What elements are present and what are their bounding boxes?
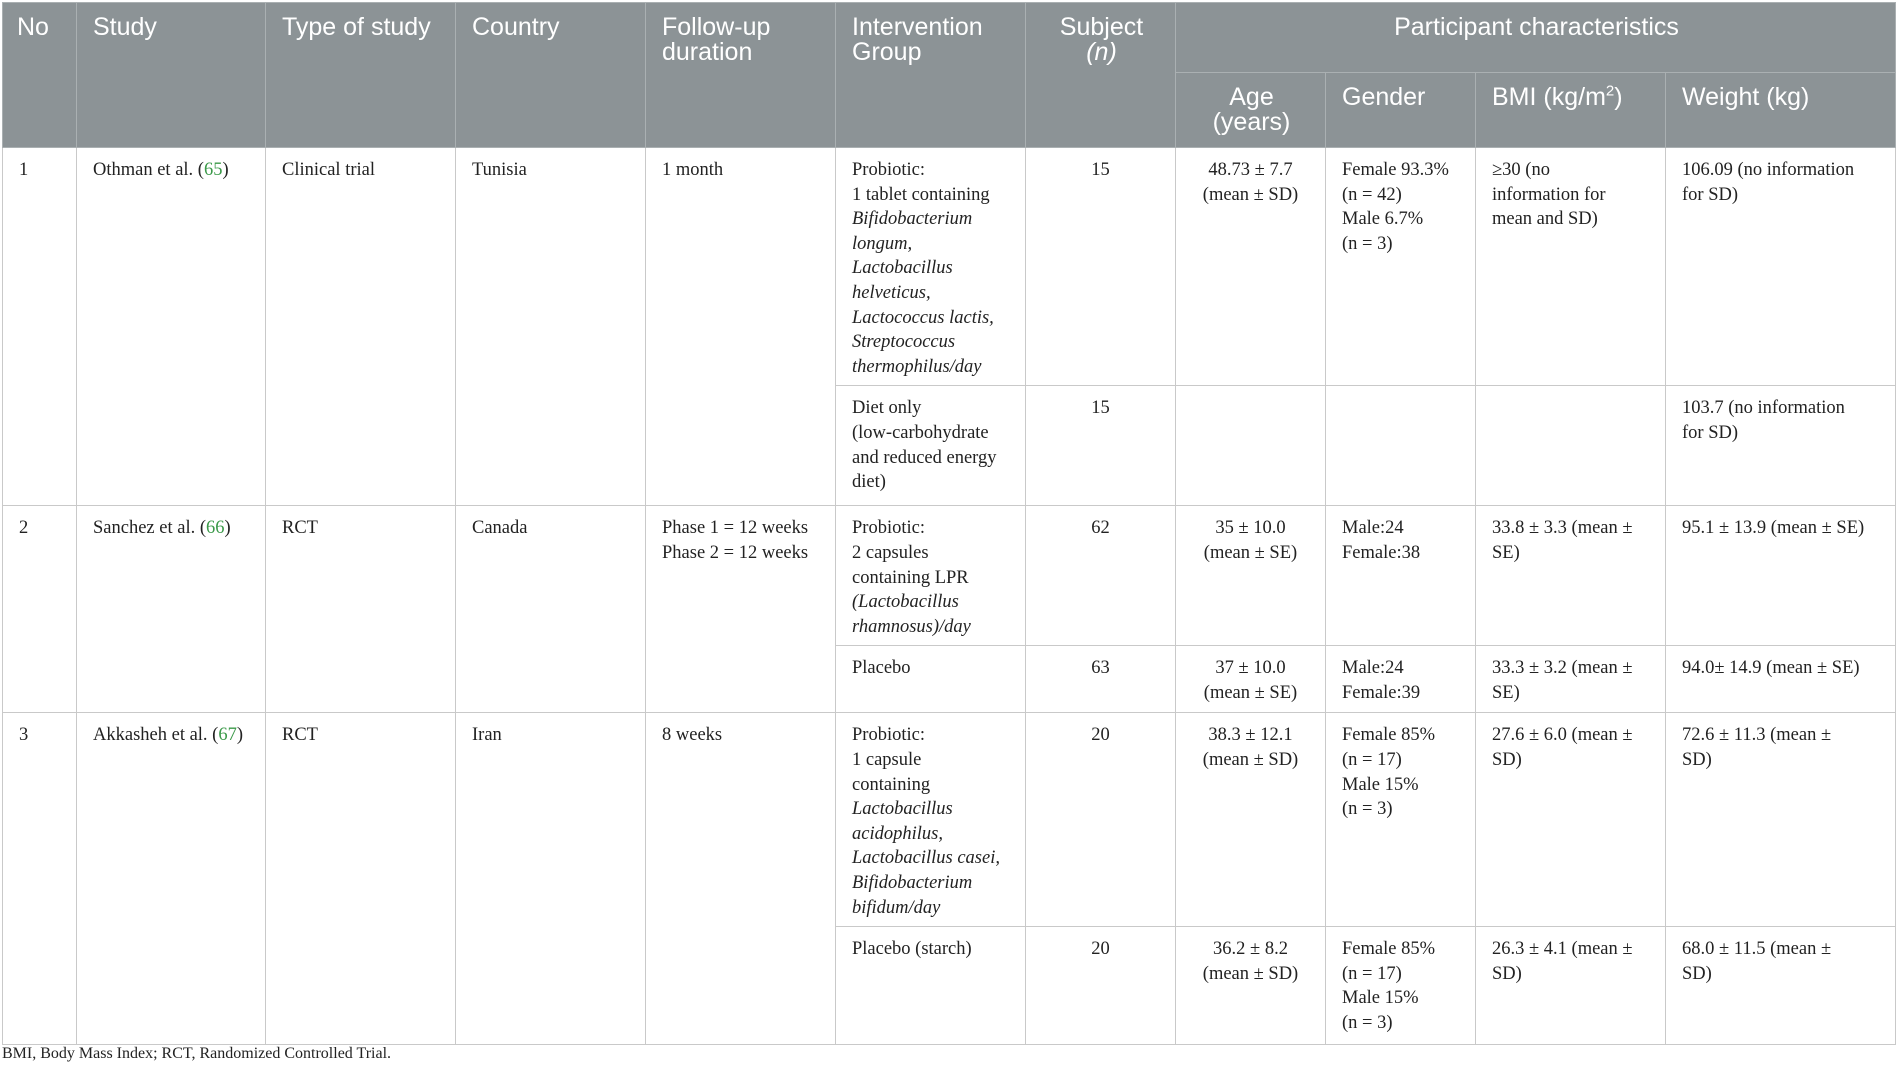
bmi-line: SD) <box>1492 749 1522 770</box>
intervention-line: Bifidobacterium <box>852 209 973 230</box>
citation-link[interactable]: 65 <box>203 160 223 180</box>
intervention-line: Diet only <box>852 398 922 419</box>
followup-line: Phase 2 = 12 weeks <box>662 542 809 563</box>
age-line: 38.3 ± 12.1 <box>1208 725 1293 746</box>
age-line: (mean ± SE) <box>1203 682 1298 703</box>
country: Canada <box>472 518 528 539</box>
intervention-line: (Lactobacillus <box>852 592 959 613</box>
subject-count: 15 <box>1091 160 1110 180</box>
subject-cell <box>1026 646 1176 713</box>
age-line: 35 ± 10.0 <box>1215 518 1286 539</box>
intervention-line: rhamnosus)/day <box>852 616 971 637</box>
weight-line: 103.7 (no information <box>1682 398 1845 419</box>
intervention-line: Lactobacillus <box>852 258 953 279</box>
subject-count: 20 <box>1091 725 1110 746</box>
study-cell <box>77 148 266 506</box>
header-gender: Gender <box>1326 73 1476 148</box>
intervention-cell <box>836 386 1026 506</box>
intervention-line: thermophilus/day <box>852 356 982 377</box>
intervention-line: Streptococcus <box>852 332 956 353</box>
followup-line: Phase 1 = 12 weeks <box>662 518 809 539</box>
bmi-line: ≥30 (no <box>1492 160 1550 180</box>
study-type: RCT <box>282 725 318 746</box>
table-container <box>2 2 1895 1045</box>
intervention-line: Lactobacillus casei, <box>852 848 1000 869</box>
subject-cell <box>1026 506 1176 646</box>
age-line: (mean ± SD) <box>1202 963 1299 984</box>
table-body <box>3 148 1896 1045</box>
country-cell <box>456 506 646 713</box>
subject-cell <box>1026 148 1176 386</box>
intervention-line: Probiotic: <box>852 725 925 746</box>
gender-line: Female:38 <box>1342 542 1421 563</box>
header-row-1 <box>3 3 1896 73</box>
table-row <box>3 506 1896 646</box>
age-cell <box>1176 646 1326 713</box>
intervention-line: 1 capsule <box>852 749 922 770</box>
table-row <box>3 148 1896 386</box>
row-number-text: 3 <box>19 725 29 746</box>
gender-line: Male:24 <box>1342 518 1404 539</box>
study-close: ) <box>224 518 231 539</box>
header-age: Age (years) <box>1176 73 1326 148</box>
followup-line: 1 month <box>662 160 724 180</box>
study-type-cell <box>266 506 456 713</box>
intervention-line: 2 capsules <box>852 542 929 563</box>
weight-cell <box>1666 148 1896 386</box>
study-type-cell <box>266 713 456 1045</box>
intervention-line: Probiotic: <box>852 518 925 539</box>
gender-cell <box>1326 713 1476 927</box>
header-intervention: Intervention Group <box>836 3 1026 148</box>
row-number <box>3 713 77 1045</box>
bmi-line: 27.6 ± 6.0 (mean ± <box>1492 725 1633 746</box>
followup-cell <box>646 506 836 713</box>
gender-cell <box>1326 386 1476 506</box>
subject-cell <box>1026 386 1176 506</box>
gender-line: (n = 17) <box>1342 963 1402 984</box>
bmi-line: 26.3 ± 4.1 (mean ± <box>1492 939 1633 960</box>
bmi-line: SE) <box>1492 682 1520 703</box>
weight-cell <box>1666 646 1896 713</box>
bmi-cell <box>1476 646 1666 713</box>
age-cell <box>1176 148 1326 386</box>
gender-cell <box>1326 646 1476 713</box>
intervention-cell <box>836 646 1026 713</box>
bmi-cell <box>1476 713 1666 927</box>
table-footnote: BMI, Body Mass Index; RCT, Randomized Controlled Trial. <box>2 1045 392 1062</box>
intervention-cell <box>836 927 1026 1045</box>
intervention-line: (low-carbohydrate <box>852 422 989 443</box>
age-line: 36.2 ± 8.2 <box>1213 939 1288 960</box>
intervention-cell <box>836 506 1026 646</box>
age-line: 48.73 ± 7.7 <box>1208 160 1293 180</box>
bmi-line: 33.3 ± 3.2 (mean ± <box>1492 658 1633 679</box>
country: Tunisia <box>472 160 527 180</box>
study-close: ) <box>236 725 244 746</box>
weight-line: 72.6 ± 11.3 (mean ± <box>1682 725 1832 746</box>
header-type: Type of study <box>266 3 456 148</box>
weight-line: 106.09 (no information <box>1682 160 1855 180</box>
gender-cell <box>1326 927 1476 1045</box>
subject-count: 62 <box>1091 518 1110 539</box>
intervention-line: Probiotic: <box>852 160 925 180</box>
followup-cell <box>646 713 836 1045</box>
weight-line: 94.0± 14.9 (mean ± SE) <box>1682 658 1860 679</box>
gender-line: Male:24 <box>1342 658 1404 679</box>
country: Iran <box>472 725 502 746</box>
bmi-line: mean and SD) <box>1492 209 1598 230</box>
gender-line: Female:39 <box>1342 682 1421 703</box>
intervention-line: Placebo <box>852 658 911 679</box>
gender-line: Female 85% <box>1342 725 1435 746</box>
bmi-cell <box>1476 927 1666 1045</box>
bmi-cell <box>1476 506 1666 646</box>
bmi-line: SD) <box>1492 963 1522 984</box>
intervention-line: Bifidobacterium <box>852 872 973 893</box>
study-name: Sanchez et al. ( <box>93 518 206 539</box>
intervention-cell <box>836 148 1026 386</box>
subject-count: 20 <box>1091 939 1110 960</box>
intervention-cell <box>836 713 1026 927</box>
study-table <box>2 2 1896 1045</box>
age-cell <box>1176 927 1326 1045</box>
subject-cell <box>1026 713 1176 927</box>
study-name: Othman et al. ( <box>93 160 204 180</box>
gender-line: Female 85% <box>1342 939 1435 960</box>
age-line: 37 ± 10.0 <box>1215 658 1286 679</box>
weight-cell <box>1666 927 1896 1045</box>
header-no: No <box>3 3 77 148</box>
intervention-line: longum, <box>852 233 913 254</box>
age-cell <box>1176 506 1326 646</box>
weight-line: SD) <box>1682 963 1712 984</box>
intervention-line: diet) <box>852 472 886 493</box>
intervention-line: containing LPR <box>852 567 969 588</box>
intervention-line: Placebo (starch) <box>852 939 972 960</box>
subject-count: 63 <box>1091 658 1110 679</box>
header-country: Country <box>456 3 646 148</box>
intervention-line: acidophilus, <box>852 823 943 844</box>
age-cell <box>1176 386 1326 506</box>
age-cell <box>1176 713 1326 927</box>
gender-line: (n = 3) <box>1342 1012 1393 1033</box>
subject-cell <box>1026 927 1176 1045</box>
header-study: Study <box>77 3 266 148</box>
age-line: (mean ± SD) <box>1202 749 1299 770</box>
intervention-line: bifidum/day <box>852 897 941 918</box>
weight-line: 95.1 ± 13.9 (mean ± SE) <box>1682 518 1865 539</box>
row-number <box>3 148 77 506</box>
gender-line: Female 93.3% <box>1342 160 1449 180</box>
weight-cell <box>1666 713 1896 927</box>
intervention-line: helveticus, <box>852 282 931 303</box>
weight-line: SD) <box>1682 749 1712 770</box>
intervention-line: 1 tablet containing <box>852 184 990 205</box>
study-close: ) <box>222 160 229 180</box>
weight-line: 68.0 ± 11.5 (mean ± <box>1682 939 1832 960</box>
gender-line: (n = 3) <box>1342 233 1393 254</box>
row-number <box>3 506 77 713</box>
gender-line: Male 15% <box>1342 988 1419 1009</box>
gender-line: (n = 3) <box>1342 799 1393 820</box>
row-number-text: 2 <box>19 518 29 539</box>
age-line: (mean ± SD) <box>1202 184 1299 205</box>
gender-cell <box>1326 148 1476 386</box>
study-cell <box>77 506 266 713</box>
weight-line: for SD) <box>1682 184 1739 205</box>
subject-count: 15 <box>1091 398 1110 419</box>
followup-line: 8 weeks <box>662 725 723 746</box>
study-cell <box>77 713 266 1045</box>
header-bmi: BMI $(kg/m^2)$ <box>1476 73 1666 148</box>
row-number-text: 1 <box>19 160 29 180</box>
study-type: RCT <box>282 518 318 539</box>
table-row <box>3 713 1896 927</box>
citation-link[interactable]: 67 <box>218 725 237 746</box>
intervention-line: containing <box>852 774 931 795</box>
gender-line: (n = 17) <box>1342 749 1402 770</box>
country-cell <box>456 148 646 506</box>
study-type: Clinical trial <box>282 160 375 180</box>
gender-line: (n = 42) <box>1342 184 1402 205</box>
age-line: (mean ± SE) <box>1203 542 1298 563</box>
bmi-cell <box>1476 386 1666 506</box>
weight-cell <box>1666 506 1896 646</box>
gender-line: Male 6.7% <box>1342 209 1424 230</box>
intervention-line: Lactobacillus <box>852 799 953 820</box>
gender-cell <box>1326 506 1476 646</box>
weight-cell <box>1666 386 1896 506</box>
bmi-line: 33.8 ± 3.3 (mean ± <box>1492 518 1633 539</box>
study-name: Akkasheh et al. ( <box>93 725 219 746</box>
bmi-cell <box>1476 148 1666 386</box>
citation-link[interactable]: 66 <box>206 518 225 539</box>
intervention-line: Lactococcus lactis, <box>852 307 994 328</box>
study-type-cell <box>266 148 456 506</box>
weight-line: for SD) <box>1682 422 1739 443</box>
country-cell <box>456 713 646 1045</box>
header-participant: Participant characteristics <box>1176 3 1896 73</box>
intervention-line: and reduced energy <box>852 447 997 468</box>
followup-cell <box>646 148 836 506</box>
header-followup: Follow-up duration <box>646 3 836 148</box>
bmi-line: SE) <box>1492 542 1520 563</box>
bmi-line: information for <box>1492 184 1606 205</box>
header-subject: Subject (n) <box>1026 3 1176 148</box>
gender-line: Male 15% <box>1342 774 1419 795</box>
header-weight: Weight (kg) <box>1666 73 1896 148</box>
